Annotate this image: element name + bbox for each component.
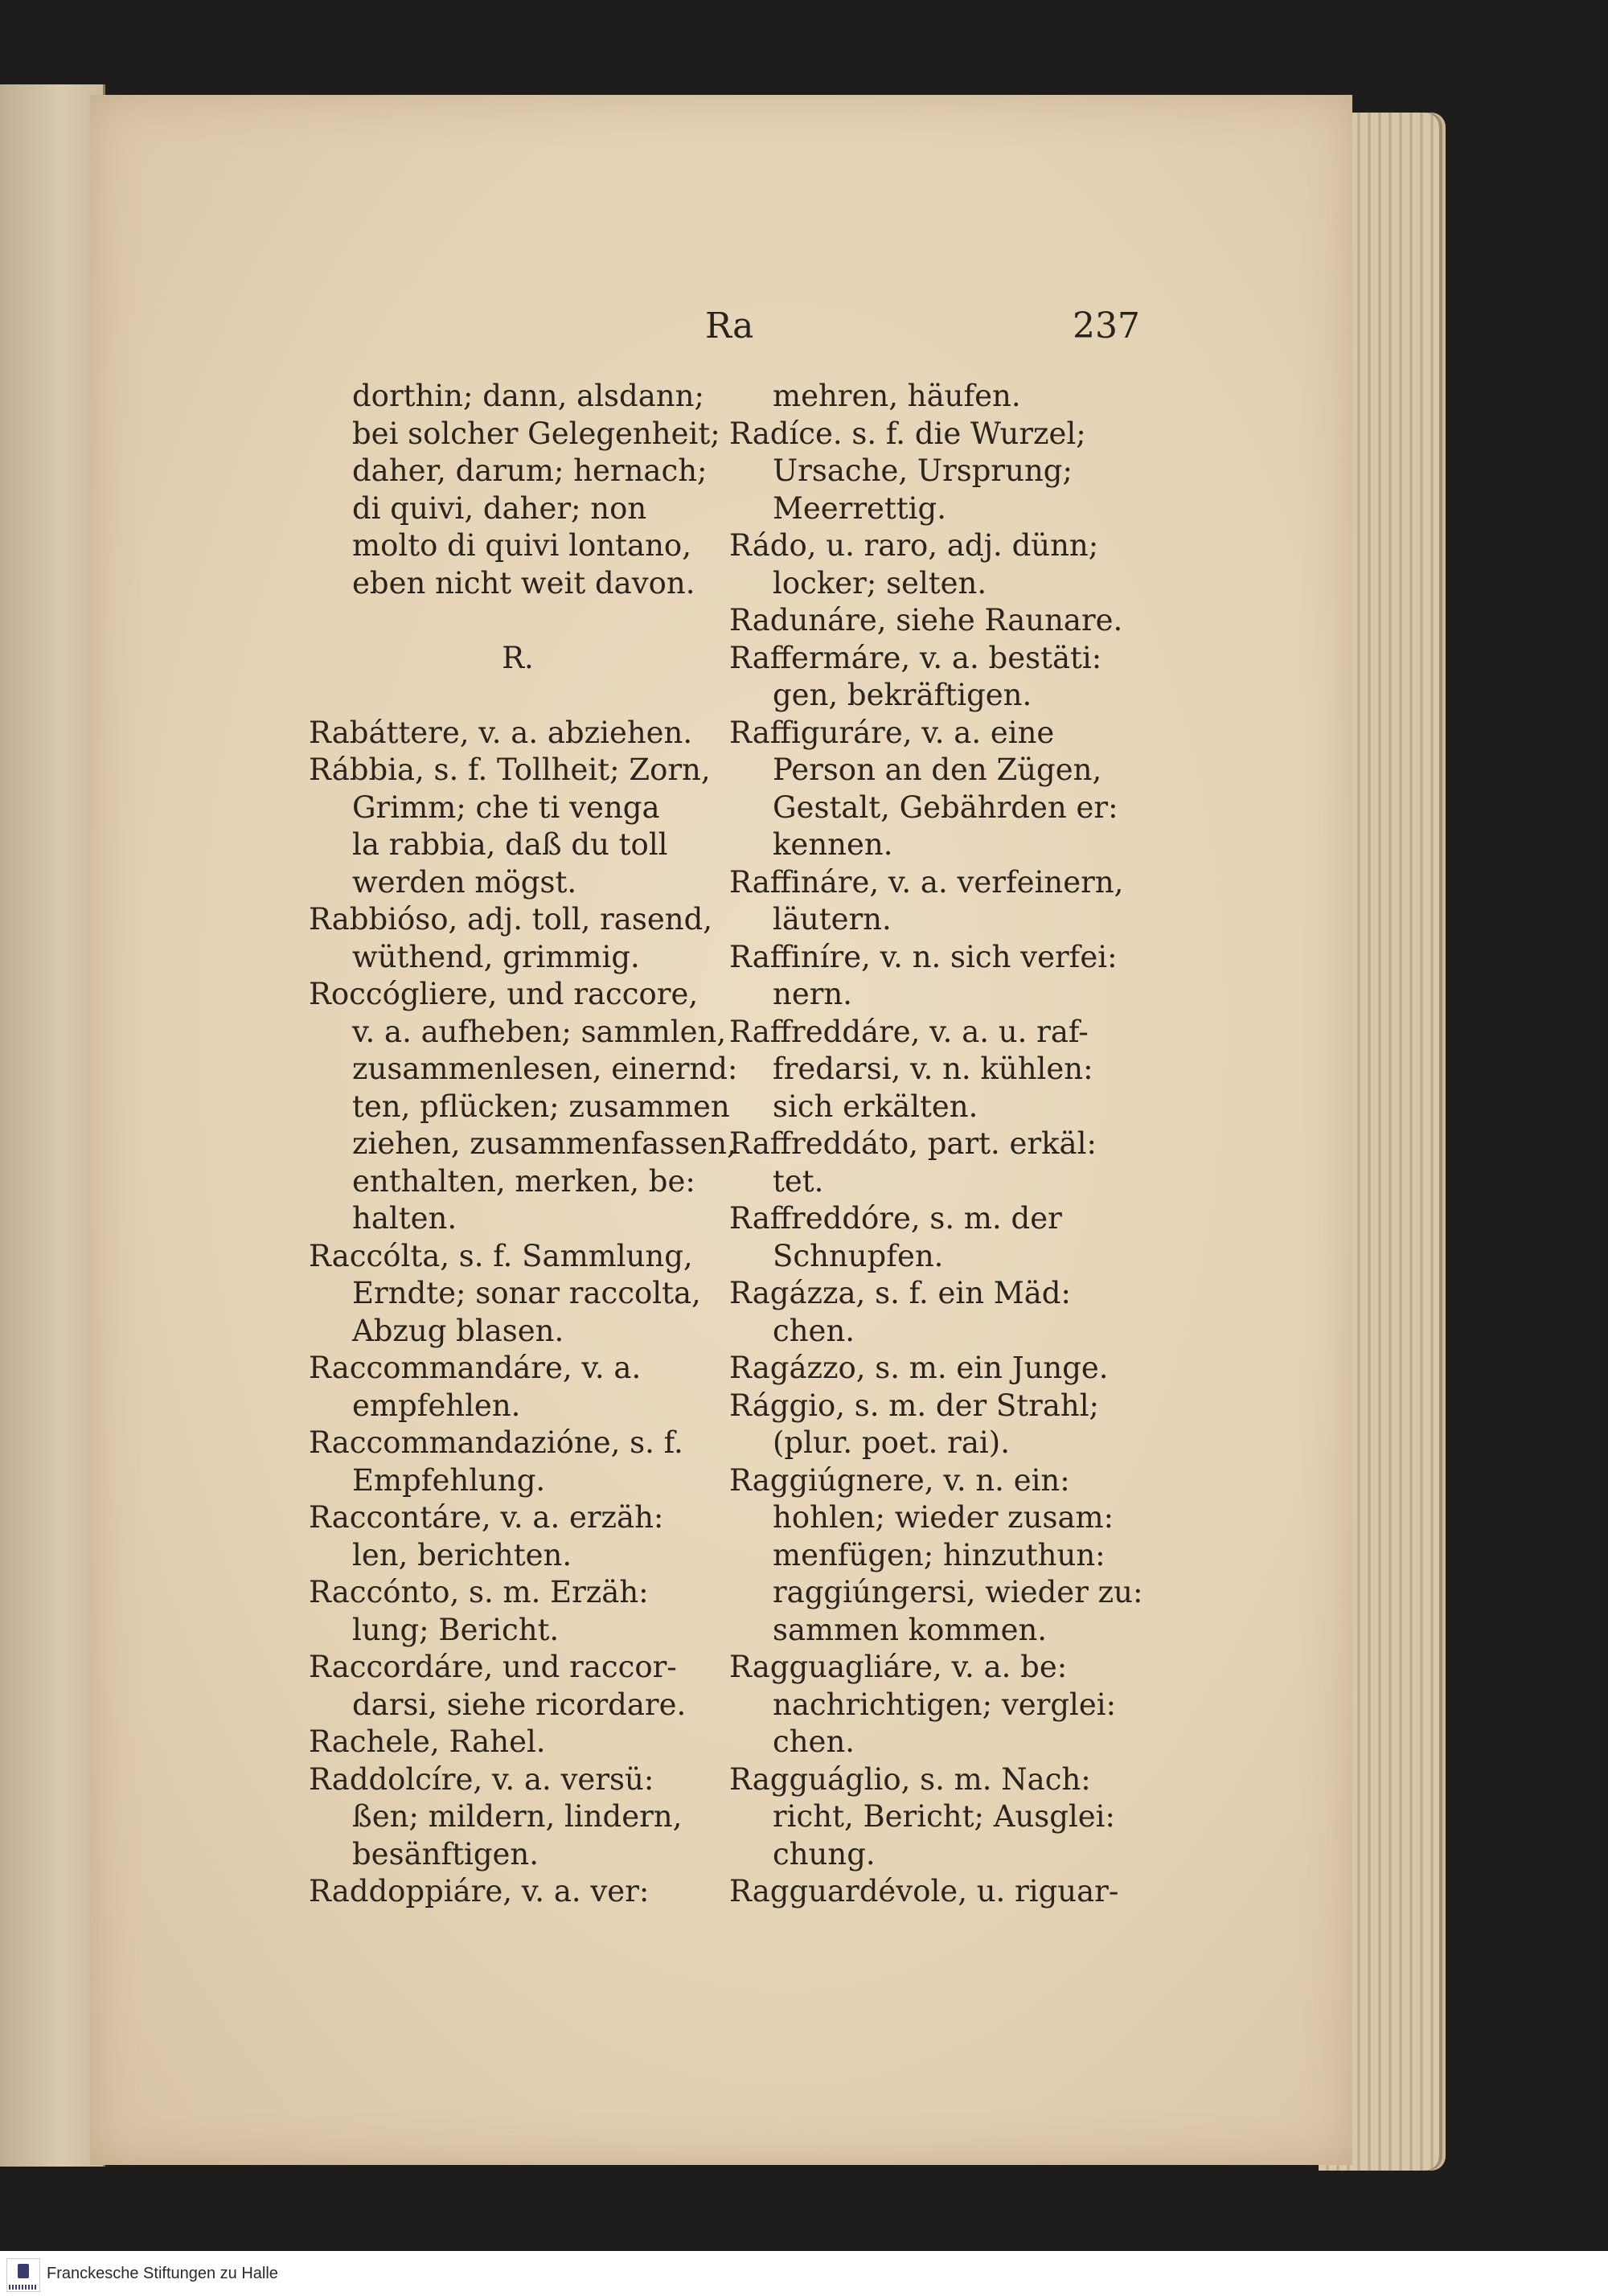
entry-line: Erndte; sonar raccolta,: [352, 1276, 701, 1310]
entry-line: locker; selten.: [773, 565, 987, 601]
entry-line: hohlen; wieder zusam:: [773, 1500, 1114, 1535]
entry-line: sammen kommen.: [773, 1612, 1048, 1647]
entry-line: di quivi, daher; non: [352, 490, 647, 526]
entry-line: Rabbióso, adj. toll, rasend,: [309, 902, 713, 937]
entry-line: Rabáttere, v. a. abziehen.: [309, 715, 693, 750]
right-column: [729, 378, 1143, 1911]
entry-line: Rádo, u. raro, adj. dünn;: [729, 528, 1099, 563]
entry-line: Rábbia, s. f. Tollheit; Zorn,: [309, 752, 711, 787]
entry-line: Abzug blasen.: [352, 1313, 564, 1348]
entry-line: Raccontáre, v. a. erzäh:: [309, 1500, 664, 1535]
entry-line: Raccónto, s. m. Erzäh:: [309, 1575, 649, 1609]
entry-line: la rabbia, daß du toll: [352, 827, 668, 862]
entry-line: Ragázza, s. f. ein Mäd:: [729, 1276, 1071, 1310]
entry-line: Raffináre, v. a. verfeinern,: [729, 864, 1124, 900]
entry-line: Raccommandazióne, s. f.: [309, 1425, 683, 1460]
entry-line: Raffermáre, v. a. bestäti:: [729, 640, 1102, 675]
entry-line: tet.: [773, 1163, 824, 1199]
entry-line: zusammenlesen, einernd:: [352, 1052, 738, 1086]
entry-line: dorthin; dann, alsdann;: [352, 379, 704, 413]
entry-line: menfügen; hinzuthun:: [773, 1537, 1106, 1572]
footer-bar: [0, 2251, 1608, 2296]
entry-line: enthalten, merken, be:: [352, 1163, 695, 1199]
entry-line: (plur. poet. rai).: [773, 1425, 1010, 1460]
entry-line: richt, Bericht; Ausglei:: [773, 1799, 1115, 1834]
entry-line: Raffreddáto, part. erkäl:: [729, 1126, 1097, 1161]
entry-line: darsi, siehe ricordare.: [352, 1687, 687, 1722]
line-spacer: [309, 677, 727, 715]
entry-line: daher, darum; hernach;: [352, 453, 708, 488]
book-page: [90, 95, 1352, 2165]
entry-line: Roccógliere, und raccore,: [309, 977, 699, 1011]
entry-line: chen.: [773, 1313, 855, 1348]
entry-line: chen.: [773, 1724, 855, 1759]
entry-line: Raccólta, s. f. Sammlung,: [309, 1238, 693, 1273]
entry-line: empfehlen.: [352, 1388, 521, 1423]
page-header: [90, 305, 1352, 362]
footer-text: Franckesche Stiftungen zu Halle: [47, 2265, 278, 2282]
entry-line: ten, pflücken; zusammen: [352, 1089, 730, 1124]
entry-line: Raffiníre, v. n. sich verfei:: [729, 939, 1118, 974]
entry-line: Empfehlung.: [352, 1462, 546, 1498]
entry-line: len, berichten.: [352, 1537, 572, 1572]
entry-line: gen, bekräftigen.: [773, 678, 1032, 712]
entry-line: läutern.: [773, 902, 892, 937]
entry-line: v. a. aufheben; sammlen,: [352, 1014, 727, 1049]
entry-line: sich erkälten.: [773, 1089, 978, 1124]
entry-line: Ragguagliáre, v. a. be:: [729, 1650, 1068, 1684]
entry-line: halten.: [352, 1201, 457, 1236]
entry-line: Raffreddóre, s. m. der: [729, 1201, 1062, 1236]
entry-line: Rággio, s. m. der Strahl;: [729, 1388, 1100, 1423]
entry-line: nern.: [773, 977, 853, 1011]
entry-line: Raccommandáre, v. a.: [309, 1351, 642, 1385]
foundation-logo-icon: [6, 2258, 40, 2292]
entry-line: kennen.: [773, 827, 893, 862]
entry-line: Ragguardévole, u. riguar-: [729, 1874, 1119, 1909]
entry-line: Raccordáre, und raccor-: [309, 1650, 677, 1684]
entry-line: Raffiguráre, v. a. eine: [729, 715, 1055, 750]
entry-line: Raggiúgnere, v. n. ein:: [729, 1462, 1070, 1498]
entry-line: besänftigen.: [352, 1836, 539, 1872]
entry-line: Meerrettig.: [773, 490, 946, 526]
section-letter: R.: [502, 640, 534, 675]
left-column: [309, 378, 738, 1911]
entry-line: nachrichtigen; verglei:: [773, 1687, 1117, 1722]
line-spacer: [309, 602, 727, 640]
running-head: Ra: [705, 305, 754, 346]
entry-line: Schnupfen.: [773, 1238, 944, 1273]
entry-line: Ursache, Ursprung;: [773, 453, 1073, 488]
page-number: 237: [1073, 305, 1140, 346]
entry-line: Gestalt, Gebährden er:: [773, 789, 1118, 825]
entry-line: wüthend, grimmig.: [352, 939, 640, 974]
entry-line: Ragázzo, s. m. ein Junge.: [729, 1351, 1109, 1385]
entry-line: Radunáre, siehe Raunare.: [729, 603, 1123, 638]
entry-line: raggiúngersi, wieder zu:: [773, 1575, 1143, 1609]
entry-line: ßen; mildern, lindern,: [352, 1799, 683, 1834]
entry-line: fredarsi, v. n. kühlen:: [773, 1052, 1093, 1086]
entry-line: werden mögst.: [352, 864, 577, 900]
entry-line: bei solcher Gelegenheit;: [352, 416, 720, 451]
entry-line: Rachele, Rahel.: [309, 1724, 546, 1759]
entry-line: mehren, häufen.: [773, 379, 1021, 413]
entry-line: Raddoppiáre, v. a. ver:: [309, 1874, 650, 1909]
entry-line: Raddolcíre, v. a. versü:: [309, 1761, 654, 1797]
entry-line: Person an den Zügen,: [773, 752, 1102, 787]
entry-line: Radíce. s. f. die Wurzel;: [729, 416, 1086, 451]
entry-line: Ragguáglio, s. m. Nach:: [729, 1761, 1091, 1797]
entry-line: chung.: [773, 1836, 876, 1872]
entry-line: Raffreddáre, v. a. u. raf-: [729, 1014, 1089, 1049]
entry-line: molto di quivi lontano,: [352, 528, 691, 563]
entry-line: Grimm; che ti venga: [352, 789, 660, 825]
entry-line: eben nicht weit davon.: [352, 565, 695, 601]
entry-line: lung; Bericht.: [352, 1612, 560, 1647]
entry-line: ziehen, zusammenfassen,: [352, 1126, 736, 1161]
